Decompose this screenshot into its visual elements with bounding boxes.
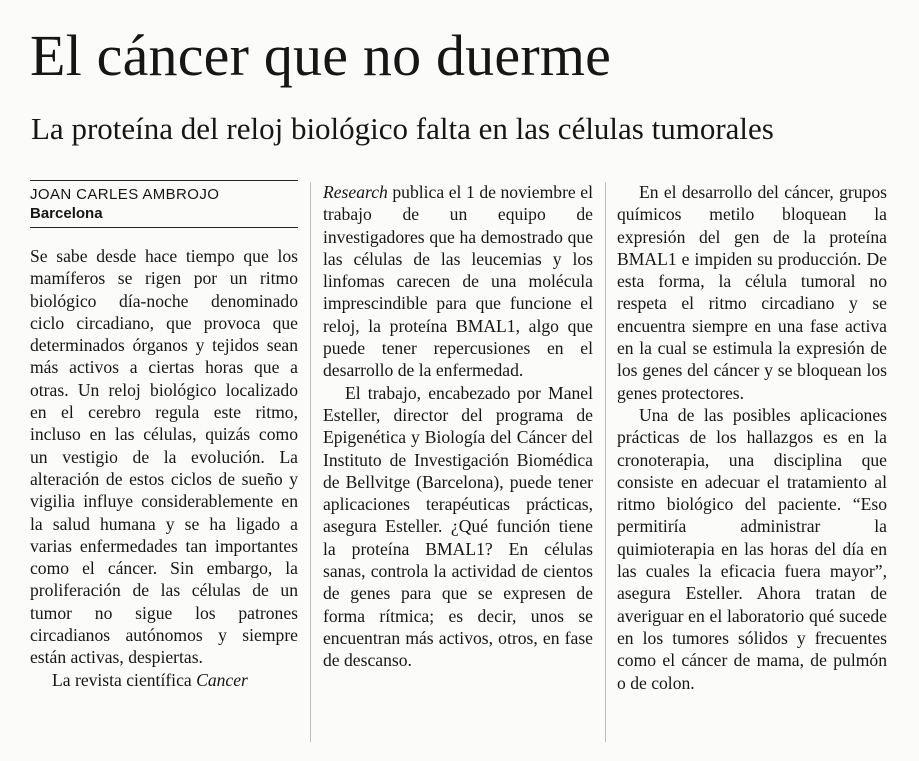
paragraph: El trabajo, encabezado por Manel Esteller, director del programa de Epigenética y Biología del Cáncer del Instituto de Investigación Biomédica de Bellvitge (Barcelona), puede tener aplicaciones terapéuticas prácticas, asegura Esteller. ¿Qué función tiene la proteína BMAL1? En células sanas, controla la actividad de cientos de genes para que se expresen de forma rítmica; es decir, unos se encuentran más activos, otros, en fase de descanso. xyxy=(323,382,593,671)
paragraph xyxy=(323,181,593,382)
text: publica el 1 de noviembre el trabajo de un equipo de investigadores que ha demostrado que las células de las leucemias y los linfomas carecen de una molécula imprescindible para que funcione el reloj, la proteína BMAL1, algo que puede tener repercusiones en el desarrollo de la enfermedad. xyxy=(323,182,593,381)
journal-name: Cancer xyxy=(196,669,248,690)
journal-name: Research xyxy=(323,182,388,202)
byline xyxy=(30,180,298,228)
paragraph: En el desarrollo del cáncer, grupos químicos metilo bloquean la expresión del gen de la proteína BMAL1 e impiden su producción. De esta forma, la célula tumoral no respeta el ritmo circadiano y se encuentra siempre en una fase activa en la cual se estimula la expresión de los genes del cáncer y se bloquean los genes protectores. xyxy=(617,182,887,403)
article-subheadline: La proteína del reloj biológico falta en las células tumorales xyxy=(31,111,774,146)
paragraph xyxy=(30,669,298,691)
text-column-2 xyxy=(323,181,593,741)
text-column-1 xyxy=(30,245,298,735)
paragraph: Una de las posibles aplicaciones prácticas de los hallazgos es en la cronoterapia, una disciplina que consiste en adecuar el tratamiento al ritmo biológico del paciente. “Eso permitiría administrar la quimioterapia en las horas del día en las cuales la eficacia fuera mayor”, asegura Esteller. Ahora tratan de averiguar en el laboratorio qué sucede en los tumores sólidos y frecuentes como el cáncer de mama, de pulmón o de colon. xyxy=(617,404,887,693)
paragraph: Se sabe desde hace tiempo que los mamíferos se rigen por un ritmo biológico día-noche denominado ciclo circadiano, que provoca que determinados órganos y tejidos sean más activos a ciertas horas que a otras. Un reloj biológico localizado en el cerebro regula este ritmo, incluso en las células, quizás como un vestigio de la evolución. La alteración de estos ciclos de sueño y vigilia influye considerablemente en la salud humana y se ha ligado a varias enfermedades tan importantes como el cáncer. Sin embargo, la proliferación de las células de un tumor no sigue los patrones circadianos autónomos y siempre están activas, despiertas. xyxy=(30,246,298,668)
author-name: JOAN CARLES AMBROJO xyxy=(30,186,220,203)
article-headline: El cáncer que no duerme xyxy=(30,23,612,88)
byline-rule xyxy=(30,227,298,228)
location: Barcelona xyxy=(30,205,103,222)
column-divider xyxy=(605,182,606,742)
column-divider xyxy=(310,182,311,742)
text: La revista científica xyxy=(52,669,197,690)
text-column-3 xyxy=(617,181,887,741)
